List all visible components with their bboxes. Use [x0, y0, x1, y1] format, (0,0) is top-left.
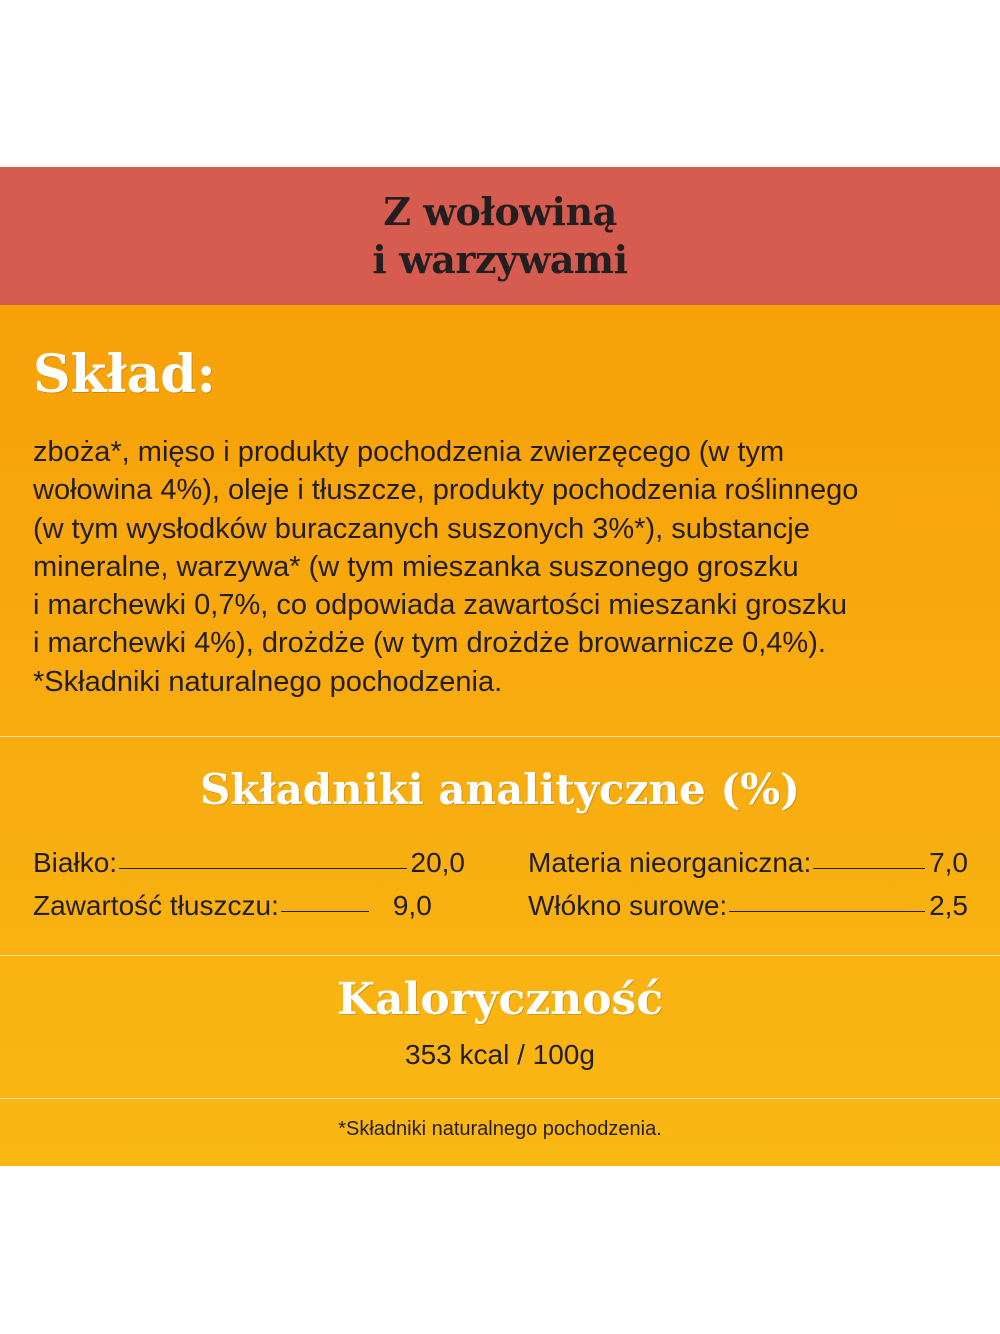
leader-line [813, 868, 925, 869]
nutrient-row-ash [528, 846, 968, 880]
composition-line: wołowina 4%), oleje i tłuszcze, produkty pochodzenia roślinnego [33, 474, 859, 507]
nutrient-row-protein [33, 846, 465, 880]
composition-line: *Składniki naturalnego pochodzenia. [33, 665, 503, 698]
composition-line: mineralne, warzywa* (w tym mieszanka suszonego groszku [33, 550, 799, 583]
calories-heading: Kaloryczność [336, 974, 664, 1025]
footnote: *Składniki naturalnego pochodzenia. [338, 1118, 662, 1140]
nutrient-label: Włókno surowe: [528, 890, 728, 921]
composition-line: (w tym wysłodków buraczanych suszonych 3%*), substancje [33, 512, 810, 545]
nutrient-value: 2,5 [929, 890, 968, 921]
composition-line: zboża*, mięso i produkty pochodzenia zwierzęcego (w tym [33, 436, 785, 468]
nutrient-value: 9,0 [392, 890, 432, 921]
nutrient-label: Materia nieorganiczna: [528, 847, 812, 878]
flavor-banner [0, 167, 1000, 305]
composition-heading: Skład: [33, 344, 216, 405]
analytical-heading: Składniki analityczne (%) [200, 765, 800, 814]
info-panel [0, 305, 1000, 1166]
calories-value: 353 kcal / 100g [405, 1039, 595, 1070]
section-divider [0, 955, 1000, 956]
nutrient-row-fiber [528, 889, 968, 923]
flavor-title-line-2: i warzywami [372, 237, 628, 282]
section-divider [0, 1098, 1000, 1099]
composition-text [33, 433, 973, 701]
nutrient-label: Zawartość tłuszczu: [33, 890, 279, 921]
nutrient-value: 7,0 [929, 847, 968, 878]
nutrient-label: Białko: [33, 847, 118, 878]
composition-line: i marchewki 0,7%, co odpowiada zawartości mieszanki groszku [33, 589, 847, 622]
leader-line [281, 911, 369, 912]
composition-line: i marchewki 4%), drożdże (w tym drożdże browarnicze 0,4%). [33, 627, 826, 660]
leader-line [729, 911, 925, 912]
section-divider [0, 736, 1000, 737]
nutrient-row-fat [33, 889, 465, 923]
leader-line [119, 868, 406, 869]
nutrient-value: 20,0 [410, 847, 465, 878]
flavor-title-line-1: Z wołowiną [383, 189, 617, 234]
